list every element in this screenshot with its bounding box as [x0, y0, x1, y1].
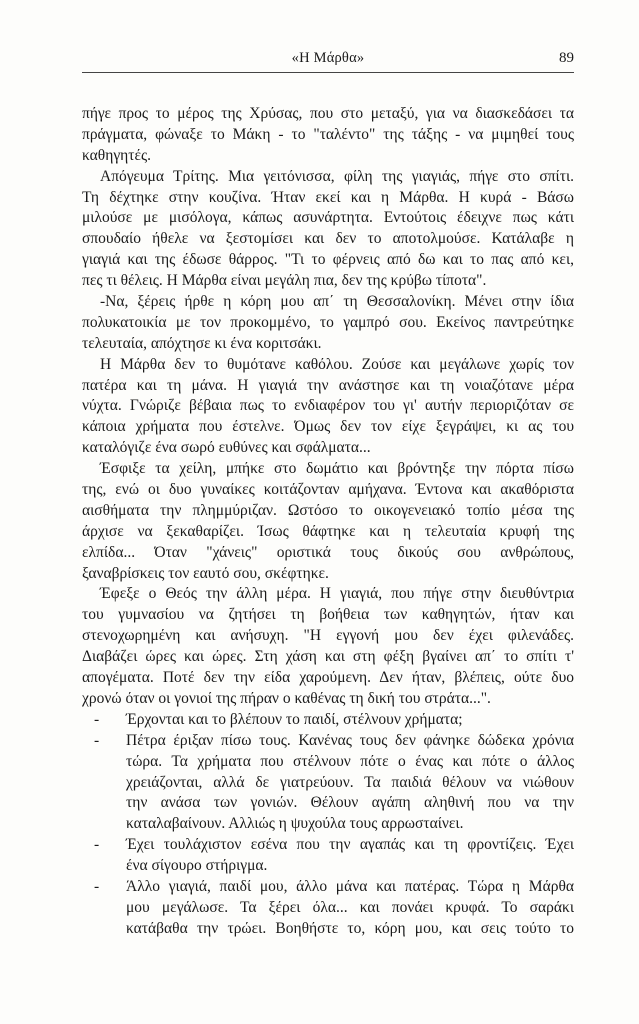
text-line: [82, 355, 574, 376]
text-line: [82, 626, 574, 647]
text-line: [82, 480, 574, 501]
text-body: [82, 104, 574, 940]
text-line: [82, 647, 574, 668]
text-line: [82, 752, 574, 773]
text-line: [82, 459, 574, 480]
dialogue-line: [82, 731, 574, 752]
text-line: [82, 229, 574, 250]
text-line: [82, 814, 574, 835]
page-number: 89: [559, 50, 574, 66]
line-text: Έχει τουλάχιστον εσένα που την αγαπάς και τη φροντίζεις. Έχει: [126, 836, 574, 854]
line-text: Πέτρα έριξαν πίσω τους. Κανένας τους δεν φάνηκε δώδεκα χρόνια: [126, 731, 574, 749]
text-line: [82, 208, 574, 229]
line-text: πολυκατοικία με τον προκομμένο, το γαμπρό σου. Εκείνος παντρεύτηκε: [82, 313, 574, 331]
text-line: [82, 564, 574, 585]
text-line: [82, 522, 574, 543]
dialogue-line: [82, 835, 574, 856]
line-text: καταλόγιζε ένα σωρό ευθύνες και σφάλματα...: [82, 439, 371, 457]
line-text: Άλλο γιαγιά, παιδί μου, άλλο μάνα και πατέρας. Τώρα η Μάρθα: [126, 877, 574, 895]
line-text: -Να, ξέρεις ήρθε η κόρη μου απ΄ τη Θεσσαλονίκη. Μένει στην ίδια: [100, 293, 574, 311]
text-line: [82, 605, 574, 626]
line-text: τελευταία, απόχτησε κι ένα κοριτσάκι.: [82, 334, 322, 352]
dialogue-line: [82, 877, 574, 898]
line-text: στενοχωρημένη και ανήσυχη. "Η εγγονή μου δεν έχει φιλενάδες.: [82, 627, 574, 645]
line-text: πήγε προς το μέρος της Χρύσας, που στο μεταξύ, για να διασκεδάσει τα: [82, 105, 574, 122]
line-text: ξαναβρίσκεις τον εαυτό σου, σκέφτηκε.: [82, 564, 329, 582]
header-rule: [82, 72, 574, 73]
line-text: σπουδαίο ήθελε να ξεστομίσει και δεν το αποτολμούσε. Κατάλαβε η: [82, 230, 574, 248]
line-text: αισθήματα την πλημμύριζαν. Ωστόσο το οικογενειακό τοπίο μέσα της: [82, 501, 574, 519]
line-text: την ανάσα των γονιών. Θέλουν αγάπη αληθινή που να την: [126, 794, 574, 812]
dialogue-dash: -: [94, 731, 100, 749]
line-text: πράγματα, φώναξε το Μάκη - το "ταλέντο" της τάξης - να μιμηθεί τους: [82, 125, 574, 143]
line-text: της, ενώ οι δυο γυναίκες κοιτάζονταν αμήχανα. Έντονα και ακαθόριστα: [82, 481, 574, 499]
dialogue-dash: -: [94, 836, 100, 854]
line-text: χρειάζονται, αλλά δε γιατρεύουν. Τα παιδιά θέλουν να νιώθουν: [126, 773, 574, 791]
line-text: καταλαβαίνουν. Αλλιώς η ψυχούλα τους αρρωσταίνει.: [126, 815, 464, 833]
line-text: Τη δέχτηκε στην κουζίνα. Ήταν εκεί και η Μάρθα. Η κυρά - Βάσω: [82, 188, 574, 206]
text-line: [82, 501, 574, 522]
text-line: [82, 438, 574, 459]
text-line: [82, 146, 574, 167]
line-text: κατάβαθα την τρώει. Βοηθήστε το, κόρη μου, και σεις τούτο το: [126, 919, 574, 937]
running-header: [82, 50, 574, 76]
line-text: ένα σίγουρο στήριγμα.: [126, 857, 268, 875]
line-text: Η Μάρθα δεν το θυμότανε καθόλου. Ζούσε και μεγάλωνε χωρίς τον: [100, 355, 574, 373]
line-text: Έφεξε ο Θεός την άλλη μέρα. Η γιαγιά, που πήγε στην διευθύντρια: [100, 585, 574, 603]
line-text: άρχισε να ξεκαθαρίζει. Ίσως θάφτηκε και η τελευταία κρυφή της: [82, 522, 574, 540]
text-line: [82, 167, 574, 188]
text-line: [82, 125, 574, 146]
text-line: [82, 188, 574, 209]
text-line: [82, 668, 574, 689]
line-text: ελπίδα... Όταν "χάνεις" οριστικά τους δικούς σου ανθρώπους,: [82, 543, 574, 561]
dialogue-line: [82, 710, 574, 731]
text-line: [82, 396, 574, 417]
text-line: [82, 313, 574, 334]
text-line: [82, 543, 574, 564]
text-line: [82, 898, 574, 919]
line-text: του γυμνασίου να ζητήσει τη βοήθεια των καθηγητών, ήταν και: [82, 606, 574, 624]
running-title: «Η Μάρθα»: [291, 50, 365, 66]
dialogue-dash: -: [94, 877, 100, 895]
text-line: [82, 793, 574, 814]
text-line: [82, 584, 574, 605]
text-line: [82, 104, 574, 125]
text-line: [82, 856, 574, 877]
line-text: Διαβάζει ώρες και ώρες. Στη χάση και στη φέξη βγαίνει απ΄ το σπίτι τ': [82, 648, 574, 666]
text-line: [82, 689, 574, 710]
line-text: Έσφιξε τα χείλη, μπήκε στο δωμάτιο και βρόντηξε την πόρτα πίσω: [100, 460, 574, 478]
line-text: μιλούσε με μισόλογα, κάπως ασυνάρτητα. Εντούτοις έδειχνε πως κάτι: [82, 209, 574, 227]
line-text: γιαγιά και της έδωσε θάρρος. "Τι το φέρνεις από δω και το πας από κει,: [82, 251, 574, 269]
line-text: μου μεγάλωσε. Τα ξέρει όλα... και πονάει κρυφά. Το σαράκι: [126, 898, 574, 916]
line-text: Απόγευμα Τρίτης. Μια γειτόνισσα, φίλη της γιαγιάς, πήγε στο σπίτι.: [100, 167, 574, 185]
line-text: πες τι θέλεις. Η Μάρθα είναι μεγάλη πια, δεν της κρύβω τίποτα".: [82, 272, 487, 290]
line-text: πατέρα και τη μάνα. Η γιαγιά την ανάστησε και τη νοιαζότανε μέρα: [82, 376, 574, 394]
text-line: [82, 376, 574, 397]
line-text: νύχτα. Γνώριζε βέβαια πως το ενδιαφέρον του γι' αυτήν περιοριζόταν σε: [82, 397, 574, 415]
text-line: [82, 919, 574, 940]
text-line: [82, 334, 574, 355]
text-line: [82, 292, 574, 313]
line-text: τώρα. Τα χρήματα που στέλνουν πότε ο ένας και πότε ο άλλος: [126, 752, 574, 770]
line-text: απογέματα. Ποτέ δεν την είδα χαρούμενη. Δεν ήταν, βλέπεις, ούτε δυο: [82, 669, 574, 687]
text-line: [82, 773, 574, 794]
text-line: [82, 250, 574, 271]
dialogue-dash: -: [94, 710, 100, 728]
line-text: Έρχονται και το βλέπουν το παιδί, στέλνουν χρήματα;: [126, 710, 463, 728]
line-text: καθηγητές.: [82, 146, 152, 164]
text-line: [82, 417, 574, 438]
line-text: κάποια χρήματα που έστελνε. Όμως δεν τον είχε ξεγράψει, κι ας του: [82, 418, 574, 436]
text-line: [82, 271, 574, 292]
line-text: χρονώ όταν οι γονιοί της πήραν ο καθένας τη δική του στράτα...".: [82, 689, 491, 707]
